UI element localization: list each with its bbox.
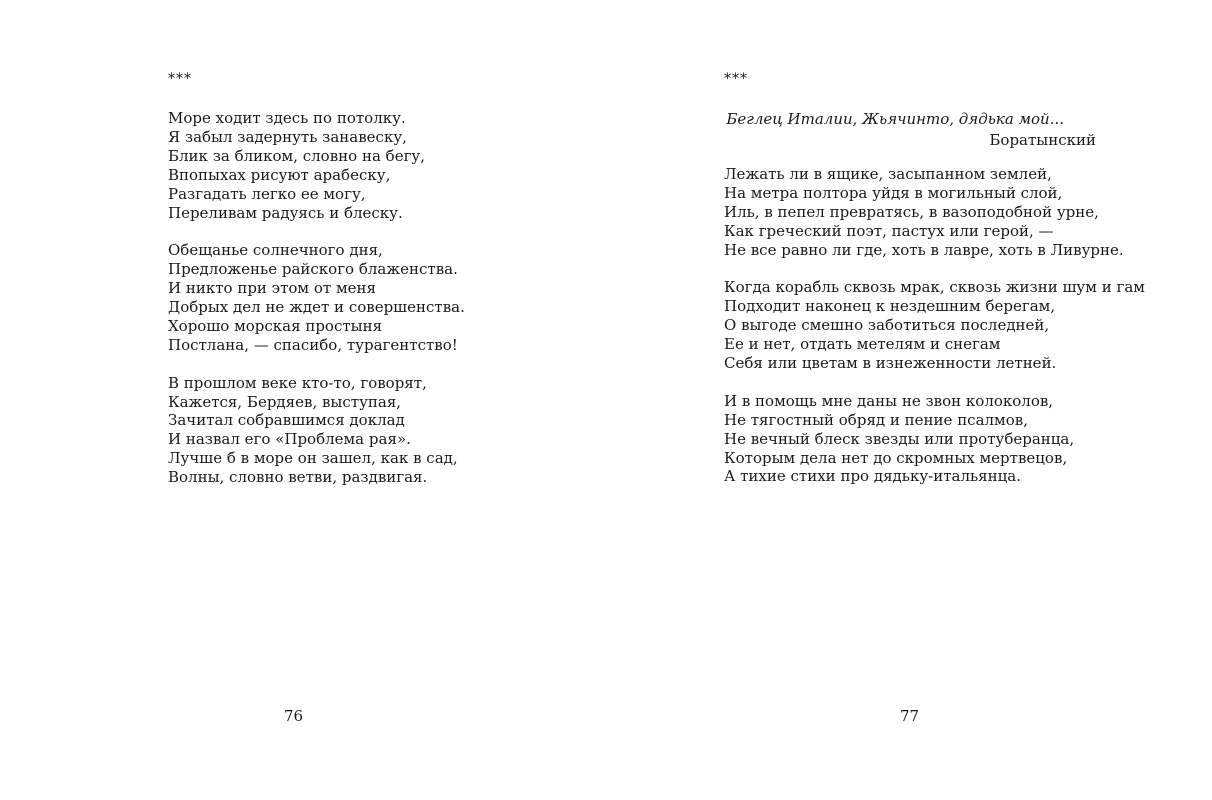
poem-line: И назвал его «Проблема рая». bbox=[168, 430, 411, 449]
poem-line: Не тягостный обряд и пение псалмов, bbox=[724, 410, 1028, 429]
poem-line: О выгоде смешно заботиться последней, bbox=[724, 316, 1050, 335]
stanza bbox=[168, 241, 465, 354]
poem-line: Зачитал собравшимся доклад bbox=[168, 411, 405, 430]
poem-line: И в помощь мне даны не звон колоколов, bbox=[724, 391, 1054, 410]
poem-line: Блик за бликом, словно на бегу, bbox=[168, 146, 426, 165]
poem-line: Волны, словно ветви, раздвигая. bbox=[168, 468, 428, 487]
poem-line: На метра полтора уйдя в могильный слой, bbox=[724, 183, 1063, 202]
poem-line: Когда корабль сквозь мрак, сквозь жизни шум и гам bbox=[724, 278, 1145, 297]
poem-line: В прошлом веке кто-то, говорят, bbox=[168, 373, 427, 392]
poem-line: Себя или цветам в изнеженности летней. bbox=[724, 354, 1057, 373]
stanza bbox=[724, 392, 1145, 487]
page-number: 76 bbox=[284, 707, 304, 725]
right-page bbox=[606, 0, 1212, 800]
section-separator: *** bbox=[724, 71, 748, 87]
epigraph-author: Боратынский bbox=[989, 131, 1096, 149]
stanza bbox=[724, 278, 1145, 373]
page-number: 77 bbox=[900, 707, 920, 725]
poem-line: Кажется, Бердяев, выступая, bbox=[168, 392, 402, 411]
poem-line: Подходит наконец к нездешним берегам, bbox=[724, 297, 1056, 316]
poem-line: Лежать ли в ящике, засыпанном землей, bbox=[724, 165, 1052, 183]
poem-line: Хорошо морская простыня bbox=[168, 316, 383, 335]
poem-line: Я забыл задернуть занавеску, bbox=[168, 127, 407, 146]
poem-line: Которым дела нет до скромных мертвецов, bbox=[724, 448, 1068, 467]
poem-line: Постлана, — спасибо, турагентство! bbox=[168, 335, 458, 354]
poem-line: Иль, в пепел превратясь, в вазоподобной урне, bbox=[724, 202, 1099, 221]
poem-line: Море ходит здесь по потолку. bbox=[168, 109, 406, 127]
poem-line: Переливам радуясь и блеску. bbox=[168, 203, 403, 222]
poem-line: Не вечный блеск звезды или протуберанца, bbox=[724, 429, 1075, 448]
stanza bbox=[724, 165, 1145, 260]
poem-line: Разгадать легко ее могу, bbox=[168, 184, 366, 203]
poem-line: Впопыхах рисуют арабеску, bbox=[168, 165, 391, 184]
poem-line: Обещанье солнечного дня, bbox=[168, 241, 383, 260]
stanza bbox=[168, 109, 465, 222]
poem-line: Лучше б в море он зашел, как в сад, bbox=[168, 449, 458, 468]
poem-body bbox=[724, 165, 1145, 505]
poem-line: Добрых дел не ждет и совершенства. bbox=[168, 298, 465, 317]
poem-line: И никто при этом от меня bbox=[168, 279, 376, 298]
poem-line: Ее и нет, отдать метелям и снегам bbox=[724, 335, 1001, 354]
poem-line: Как греческий поэт, пастух или герой, — bbox=[724, 221, 1054, 240]
epigraph bbox=[726, 109, 1096, 151]
poem-line: Не все равно ли где, хоть в лавре, хоть в Ливурне. bbox=[724, 240, 1124, 259]
poem-line: А тихие стихи про дядьку-итальянца. bbox=[724, 467, 1021, 486]
stanza bbox=[168, 374, 465, 487]
section-separator: *** bbox=[168, 71, 192, 87]
epigraph-text: Беглец Италии, Жьячинто, дядька мой... bbox=[726, 110, 1064, 128]
poem-body bbox=[168, 109, 465, 506]
poem-line: Предложенье райского блаженства. bbox=[168, 260, 458, 279]
